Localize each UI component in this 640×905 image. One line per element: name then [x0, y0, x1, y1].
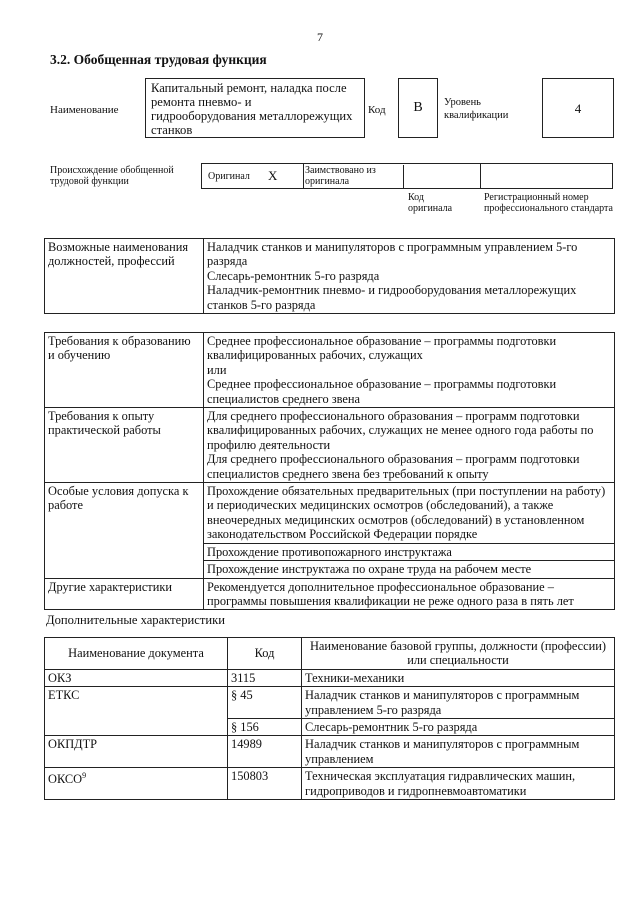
additional-title: Дополнительные характеристики: [46, 613, 225, 627]
code-label: Код: [368, 104, 386, 116]
table-row: [45, 768, 615, 800]
table-row: [45, 687, 615, 719]
positions-list: [204, 239, 615, 314]
experience-value: [204, 408, 615, 483]
footnote-mark: 9: [82, 771, 87, 781]
col-code-header: Код: [228, 638, 302, 670]
reg-number-cell: [481, 164, 612, 188]
origin-label: Происхождение обобщенной трудовой функции: [50, 165, 174, 187]
positions-row: [45, 239, 615, 314]
experience-label: Требования к опыту практической работы: [45, 408, 204, 483]
additional-header-row: [45, 638, 615, 670]
borrowed-label: Заимствовано из оригинала: [305, 165, 404, 188]
doc-cell: ЕТКС: [45, 687, 228, 736]
code-original-caption: Код оригинала: [408, 192, 453, 214]
origin-box: [201, 163, 613, 189]
name-cell: Слесарь-ремонтник 5-го разряда: [302, 719, 615, 736]
doc-text: ОКСО: [48, 772, 83, 787]
positions-label: Возможные наименования должностей, профессий: [45, 239, 204, 314]
special-item: Прохождение обязательных предварительных (при поступлении на работу) и периодических медицинских осмотров (обследований), а также внеочередных медицинских осмотров (обследований) в установленном законодательством Российской Федерации порядке: [204, 483, 615, 544]
experience-line: Для среднего профессионального образования – программ подготовки квалифицированных рабочих, служащих не менее одного года работы по профилю деятельности: [207, 409, 594, 452]
original-mark: X: [268, 168, 278, 183]
name-cell: Наладчик станков и манипуляторов с программным управлением 5-го разряда: [302, 687, 615, 719]
original-label: Оригинал: [208, 171, 250, 182]
code-cell: 14989: [228, 736, 302, 768]
special-row-1: [45, 483, 615, 544]
col-doc-header: Наименование документа: [45, 638, 228, 670]
other-label: Другие характеристики: [45, 578, 204, 610]
code-cell: 150803: [228, 768, 302, 800]
level-value: 4: [542, 78, 614, 138]
table-row: [45, 736, 615, 768]
special-item: Прохождение инструктажа по охране труда на рабочем месте: [204, 561, 615, 578]
education-line: Среднее профессиональное образование – программы подготовки специалистов среднего звена: [207, 377, 557, 406]
code-cell: § 45: [228, 687, 302, 719]
experience-row: [45, 408, 615, 483]
table-row: [45, 669, 615, 686]
education-label: Требования к образованию и обучению: [45, 333, 204, 408]
doc-cell: [45, 768, 228, 800]
position-item: Наладчик-ремонтник пневмо- и гидрооборудования металлорежущих станков 5-го разряда: [207, 283, 577, 312]
doc-cell: ОКПДТР: [45, 736, 228, 768]
special-label: Особые условия допуска к работе: [45, 483, 204, 578]
col-name-header: Наименование базовой группы, должности (профессии) или специальности: [302, 638, 615, 670]
original-cell: [202, 164, 304, 188]
positions-table: [44, 238, 615, 314]
special-item: Прохождение противопожарного инструктажа: [204, 543, 615, 560]
reg-number-caption: Регистрационный номер профессионального стандарта: [484, 192, 613, 214]
page-number: 7: [317, 30, 323, 44]
additional-table: [44, 637, 615, 800]
other-value: Рекомендуется дополнительное профессиональное образование – программы повышения квалификации не реже одного раза в пять лет: [204, 578, 615, 610]
level-label: Уровень квалификации: [444, 97, 509, 121]
education-line: или: [207, 362, 227, 377]
position-item: Слесарь-ремонтник 5-го разряда: [207, 268, 380, 283]
position-item: Наладчик станков и манипуляторов с программным управлением 5-го разряда: [207, 240, 578, 269]
code-cell: 3115: [228, 669, 302, 686]
code-value: B: [398, 78, 438, 138]
name-cell: Наладчик станков и манипуляторов с программным управлением: [302, 736, 615, 768]
code-cell: § 156: [228, 719, 302, 736]
education-value: [204, 333, 615, 408]
name-cell: Техники-механики: [302, 669, 615, 686]
other-row: [45, 578, 615, 610]
requirements-table: [44, 332, 615, 610]
name-value: Капитальный ремонт, наладка после ремонта пневмо- и гидрооборудования металлорежущих станков: [145, 78, 365, 138]
code-original-cell: [404, 164, 481, 188]
name-cell: Техническая эксплуатация гидравлических машин, гидроприводов и гидропневмоавтоматики: [302, 768, 615, 800]
section-title: 3.2. Обобщенная трудовая функция: [50, 52, 267, 67]
education-line: Среднее профессиональное образование – программы подготовки квалифицированных рабочих, служащих: [207, 334, 557, 363]
name-label: Наименование: [50, 104, 119, 116]
education-row: [45, 333, 615, 408]
doc-cell: ОКЗ: [45, 669, 228, 686]
experience-line: Для среднего профессионального образования – программ подготовки специалистов среднего звена без требований к опыту: [207, 452, 580, 481]
